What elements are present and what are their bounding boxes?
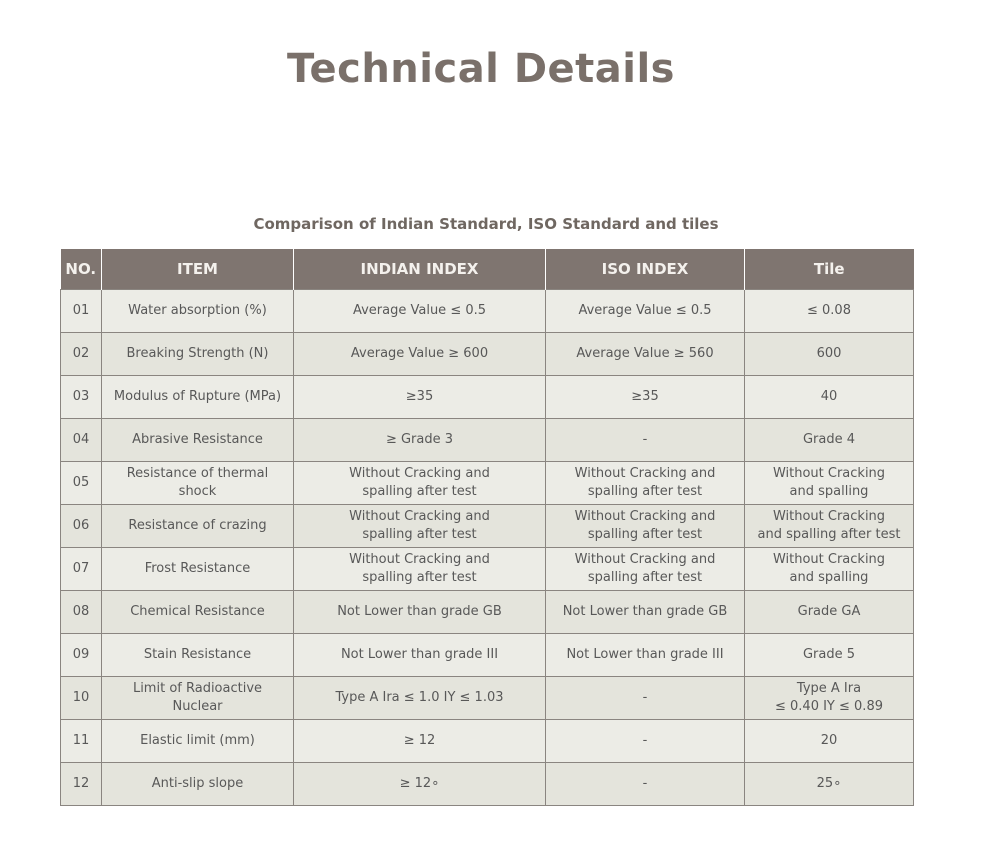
cell-iso-index xyxy=(546,720,745,763)
cell-no-text: 01 xyxy=(72,303,90,318)
cell-item-text: Chemical Resistance xyxy=(130,604,265,619)
cell-no-text: 09 xyxy=(72,647,90,662)
cell-indian-index-text: ≥ 12 xyxy=(403,733,436,748)
cell-no xyxy=(61,763,102,806)
table-row xyxy=(61,462,914,505)
cell-item-text: Frost Resistance xyxy=(144,561,251,576)
table-row xyxy=(61,290,914,333)
cell-indian-index xyxy=(294,290,546,333)
cell-item-text: Resistance of thermal shock xyxy=(126,466,269,499)
cell-item-text: Stain Resistance xyxy=(143,647,252,662)
cell-item-text: Abrasive Resistance xyxy=(132,432,263,447)
cell-indian-index-text: Without Cracking and spalling after test xyxy=(349,552,490,585)
table-row xyxy=(61,505,914,548)
cell-no xyxy=(61,634,102,677)
cell-indian-index xyxy=(294,634,546,677)
cell-no-text: 05 xyxy=(72,475,90,490)
table-row xyxy=(61,591,914,634)
cell-no xyxy=(61,548,102,591)
cell-no-text: 11 xyxy=(72,733,90,748)
table-row xyxy=(61,333,914,376)
cell-item-text: Anti-slip slope xyxy=(151,776,244,791)
header-iso-index: ISO INDEX xyxy=(546,249,745,290)
cell-indian-index-text: Without Cracking and spalling after test xyxy=(349,466,490,499)
cell-tile xyxy=(745,505,914,548)
cell-item xyxy=(102,419,294,462)
cell-tile-text: Grade 4 xyxy=(802,432,856,447)
cell-iso-index xyxy=(546,548,745,591)
cell-no xyxy=(61,376,102,419)
cell-item xyxy=(102,462,294,505)
cell-tile xyxy=(745,290,914,333)
cell-item xyxy=(102,634,294,677)
page-title: Technical Details xyxy=(287,46,675,92)
cell-indian-index-text: Average Value ≤ 0.5 xyxy=(352,303,487,318)
cell-iso-index xyxy=(546,462,745,505)
cell-indian-index-text: Average Value ≥ 600 xyxy=(350,346,489,361)
cell-indian-index xyxy=(294,333,546,376)
cell-iso-index-text: - xyxy=(642,690,648,705)
header-tile: Tile xyxy=(745,249,914,290)
table-header-row xyxy=(61,249,914,290)
cell-no-text: 02 xyxy=(72,346,90,361)
table-row xyxy=(61,763,914,806)
cell-tile xyxy=(745,591,914,634)
cell-no xyxy=(61,419,102,462)
cell-no-text: 06 xyxy=(72,518,90,533)
cell-iso-index xyxy=(546,591,745,634)
cell-iso-index-text: Average Value ≤ 0.5 xyxy=(578,303,712,318)
cell-indian-index-text: ≥ 12∘ xyxy=(399,776,440,791)
cell-tile-text: 40 xyxy=(820,389,838,404)
cell-item xyxy=(102,677,294,720)
cell-tile-text: Grade 5 xyxy=(802,647,856,662)
cell-item-text: Limit of Radioactive Nuclear xyxy=(132,681,263,714)
cell-tile-text: 25∘ xyxy=(816,776,842,791)
cell-iso-index-text: Without Cracking and spalling after test xyxy=(574,466,716,499)
cell-item-text: Breaking Strength (N) xyxy=(126,346,269,361)
cell-item xyxy=(102,376,294,419)
cell-indian-index xyxy=(294,720,546,763)
cell-no xyxy=(61,462,102,505)
cell-no xyxy=(61,505,102,548)
cell-iso-index-text: Not Lower than grade GB xyxy=(562,604,728,619)
cell-indian-index xyxy=(294,419,546,462)
cell-item xyxy=(102,505,294,548)
cell-indian-index-text: Not Lower than grade GB xyxy=(337,604,502,619)
cell-iso-index-text: Without Cracking and spalling after test xyxy=(574,509,716,542)
cell-iso-index xyxy=(546,290,745,333)
cell-indian-index-text: ≥ Grade 3 xyxy=(385,432,454,447)
cell-tile xyxy=(745,720,914,763)
cell-indian-index-text: Type A Ira ≤ 1.0 IY ≤ 1.03 xyxy=(335,690,504,705)
cell-item xyxy=(102,591,294,634)
cell-no-text: 04 xyxy=(72,432,90,447)
cell-no-text: 12 xyxy=(72,776,90,791)
cell-item-text: Modulus of Rupture (MPa) xyxy=(113,389,282,404)
cell-no xyxy=(61,290,102,333)
cell-tile xyxy=(745,677,914,720)
comparison-table xyxy=(60,249,914,806)
cell-item xyxy=(102,290,294,333)
cell-iso-index xyxy=(546,419,745,462)
cell-item xyxy=(102,763,294,806)
cell-iso-index xyxy=(546,505,745,548)
cell-tile xyxy=(745,634,914,677)
cell-no xyxy=(61,591,102,634)
cell-item-text: Water absorption (%) xyxy=(128,303,267,318)
cell-indian-index xyxy=(294,763,546,806)
cell-indian-index-text: Not Lower than grade III xyxy=(340,647,499,662)
cell-tile-text: Without Cracking and spalling xyxy=(772,552,886,585)
cell-indian-index-text: Without Cracking and spalling after test xyxy=(349,509,490,542)
cell-iso-index xyxy=(546,376,745,419)
cell-iso-index-text: Not Lower than grade III xyxy=(566,647,724,662)
table-row xyxy=(61,677,914,720)
cell-no-text: 07 xyxy=(72,561,90,576)
cell-indian-index xyxy=(294,462,546,505)
cell-iso-index-text: - xyxy=(642,432,648,447)
table-row xyxy=(61,419,914,462)
cell-indian-index xyxy=(294,677,546,720)
cell-indian-index xyxy=(294,376,546,419)
table-row xyxy=(61,548,914,591)
cell-no-text: 08 xyxy=(72,604,90,619)
cell-iso-index xyxy=(546,763,745,806)
header-item: ITEM xyxy=(102,249,294,290)
cell-indian-index xyxy=(294,591,546,634)
cell-iso-index-text: - xyxy=(642,733,648,748)
cell-tile-text: Type A Ira ≤ 0.40 IY ≤ 0.89 xyxy=(775,681,883,714)
cell-indian-index xyxy=(294,548,546,591)
cell-no xyxy=(61,333,102,376)
cell-tile-text: Without Cracking and spalling after test xyxy=(757,509,901,542)
table-caption: Comparison of Indian Standard, ISO Standard and tiles xyxy=(253,215,719,233)
cell-iso-index-text: Average Value ≥ 560 xyxy=(576,346,714,361)
cell-no xyxy=(61,720,102,763)
cell-tile-text: 600 xyxy=(816,346,842,361)
cell-indian-index-text: ≥35 xyxy=(405,389,434,404)
cell-tile-text: ≤ 0.08 xyxy=(807,303,851,318)
table-body xyxy=(61,290,914,806)
cell-no-text: 10 xyxy=(72,690,90,705)
cell-tile-text: Without Cracking and spalling xyxy=(772,466,886,499)
cell-tile xyxy=(745,462,914,505)
table-row xyxy=(61,634,914,677)
cell-item xyxy=(102,548,294,591)
cell-item xyxy=(102,333,294,376)
table-row xyxy=(61,720,914,763)
cell-no xyxy=(61,677,102,720)
cell-iso-index-text: - xyxy=(642,776,648,791)
header-indian-index: INDIAN INDEX xyxy=(294,249,546,290)
cell-tile xyxy=(745,333,914,376)
cell-tile xyxy=(745,548,914,591)
cell-item xyxy=(102,720,294,763)
cell-iso-index-text: Without Cracking and spalling after test xyxy=(574,552,716,585)
cell-iso-index xyxy=(546,634,745,677)
cell-tile xyxy=(745,376,914,419)
header-no: NO. xyxy=(61,249,102,290)
cell-tile-text: 20 xyxy=(820,733,838,748)
cell-item-text: Resistance of crazing xyxy=(128,518,267,533)
cell-tile-text: Grade GA xyxy=(797,604,861,619)
cell-tile xyxy=(745,763,914,806)
cell-item-text: Elastic limit (mm) xyxy=(140,733,255,748)
cell-tile xyxy=(745,419,914,462)
cell-iso-index-text: ≥35 xyxy=(631,389,659,404)
cell-iso-index xyxy=(546,333,745,376)
cell-indian-index xyxy=(294,505,546,548)
cell-no-text: 03 xyxy=(72,389,90,404)
cell-iso-index xyxy=(546,677,745,720)
table-row xyxy=(61,376,914,419)
